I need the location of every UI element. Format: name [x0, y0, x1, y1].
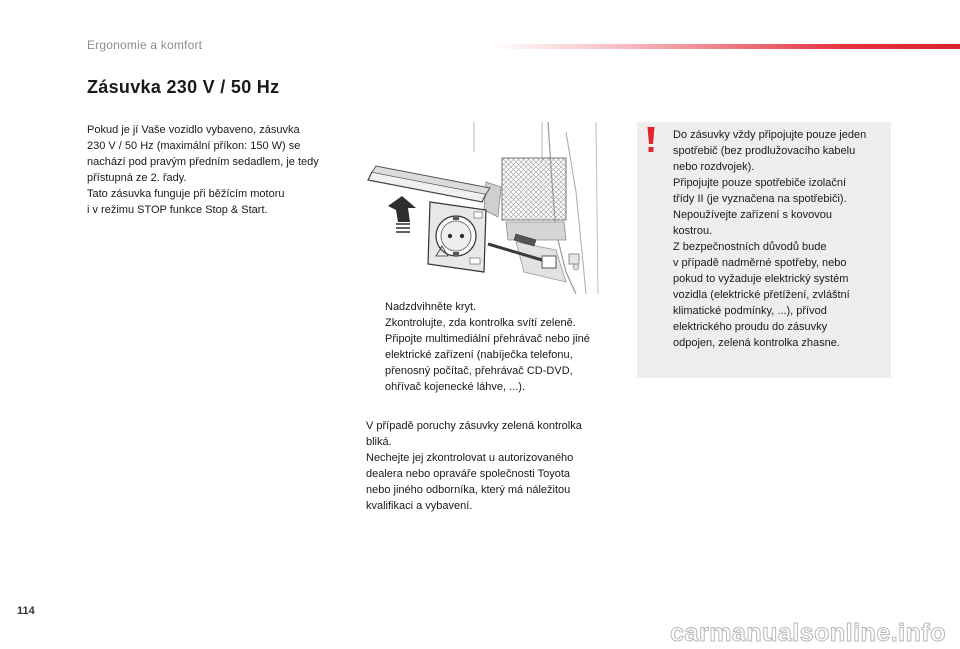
socket-illustration [366, 122, 614, 294]
list-item [366, 299, 616, 315]
warning-line: nebo rozdvojek). [673, 161, 755, 173]
steps-list [366, 299, 616, 395]
step-text: Zkontrolujte, zda kontrolka svítí zeleně. [385, 317, 576, 329]
warning-line: elektrického proudu do zásuvky [673, 321, 828, 333]
warning-line: kostrou. [673, 225, 713, 237]
exclamation-icon [645, 127, 657, 153]
warning-line: třídy II (je vyznačena na spotřebiči). [673, 193, 847, 205]
fault-line: V případě poruchy zásuvky zelená kontrolka [366, 420, 582, 432]
step-text: přenosný počítač, přehrávač CD-DVD, [385, 365, 573, 377]
watermark [540, 615, 952, 649]
step-text: ohřívač kojenecké láhve, ...). [385, 381, 526, 393]
seat-frame-icon [474, 122, 598, 294]
fault-line: bliká. [366, 436, 392, 448]
step-text: Nadzdvihněte kryt. [385, 301, 477, 313]
fault-text [366, 418, 616, 514]
step-text: Připojte multimediální přehrávač nebo jiné [385, 333, 590, 345]
warning-line: spotřebič (bez prodlužovacího kabelu [673, 145, 856, 157]
fault-line: Nechejte jej zkontrolovat u autorizovaného [366, 452, 574, 464]
list-item [366, 315, 616, 331]
step-text: elektrické zařízení (nabíječka telefonu, [385, 349, 573, 361]
warning-line: Připojujte pouze spotřebiče izolační [673, 177, 847, 189]
header-accent-bar [490, 44, 960, 49]
list-item [366, 331, 616, 395]
page-number: 114 [17, 605, 35, 617]
warning-text [673, 127, 885, 351]
section-label: Ergonomie a komfort [87, 38, 203, 52]
warning-line: pokud to vyžaduje elektrický systém [673, 273, 849, 285]
intro-line: Pokud je jí Vaše vozidlo vybaveno, zásuvka [87, 124, 300, 136]
page-title: Zásuvka 230 V / 50 Hz [87, 77, 280, 97]
intro-line: 230 V / 50 Hz (maximální příkon: 150 W) se [87, 140, 301, 152]
up-arrow-icon [388, 196, 416, 232]
warning-line: vozidla (elektrické přetížení, zvláštní [673, 289, 850, 301]
warning-line: v případě nadměrné spotřeby, nebo [673, 257, 847, 269]
warning-line: klimatické podmínky, ...), přívod [673, 305, 827, 317]
intro-line: přístupná ze 2. řady. [87, 172, 187, 184]
intro-line: i v režimu STOP funkce Stop & Start. [87, 204, 268, 216]
warning-line: Do zásuvky vždy připojujte pouze jeden [673, 129, 867, 141]
intro-line: nachází pod pravým předním sedadlem, je tedy [87, 156, 319, 168]
fault-line: nebo jiného odborníka, který má náležitou [366, 484, 571, 496]
warning-line: odpojen, zelená kontrolka zhasne. [673, 337, 840, 349]
warning-line: Z bezpečnostních důvodů bude [673, 241, 827, 253]
watermark-text: carmanualsonline.info [670, 619, 946, 647]
lifted-cover-icon [368, 166, 490, 202]
power-socket-icon [428, 202, 486, 272]
fault-line: dealera nebo opraváře společnosti Toyota [366, 468, 571, 480]
fault-line: kvalifikaci a vybavení. [366, 500, 473, 512]
intro-line: Tato zásuvka funguje při běžícím motoru [87, 188, 285, 200]
intro-text [87, 122, 349, 218]
warning-line: Nepoužívejte zařízení s kovovou [673, 209, 832, 221]
